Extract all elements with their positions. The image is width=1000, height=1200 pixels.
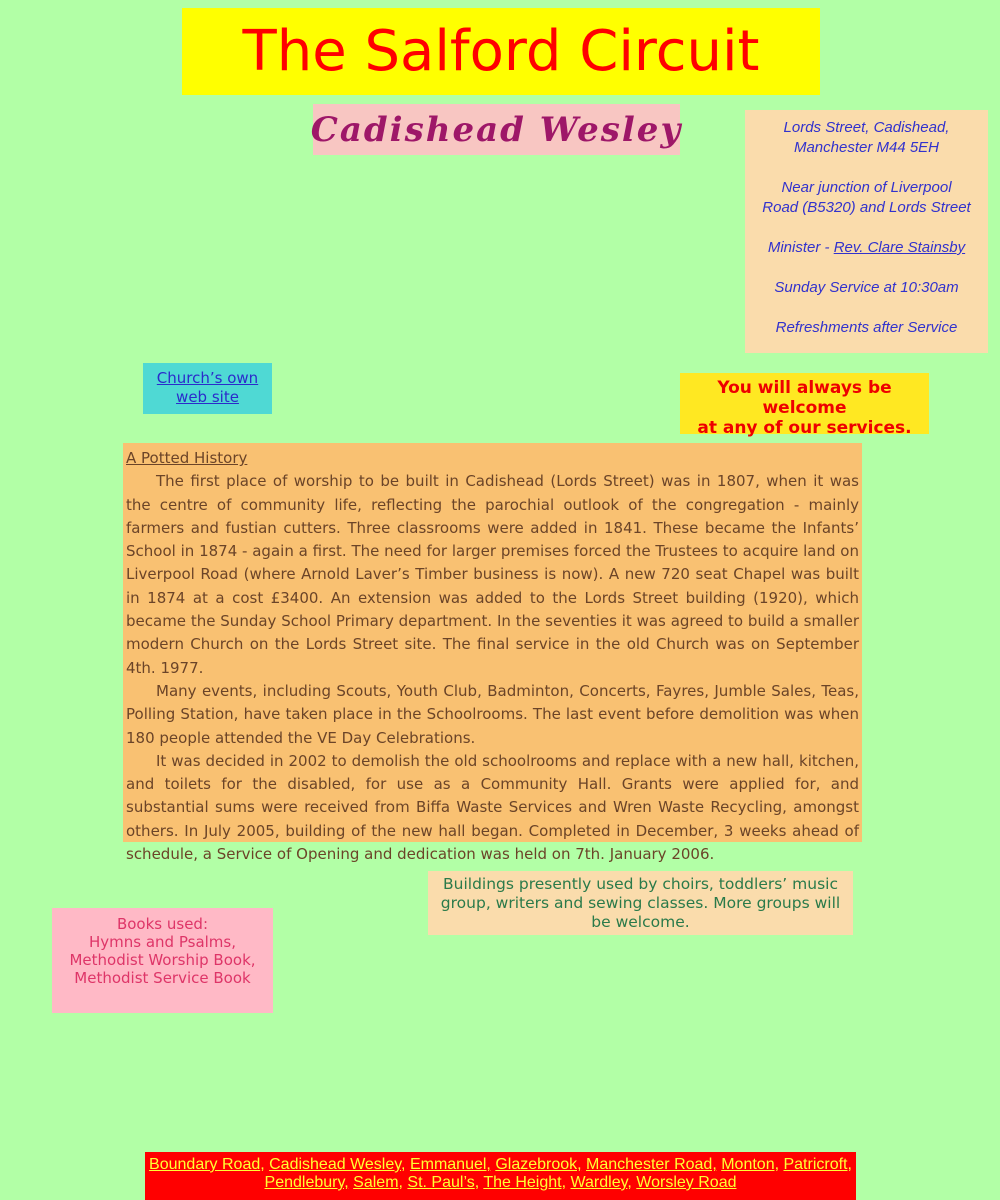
church-info-box [745, 110, 988, 353]
footer-church-link[interactable]: Emmanuel, [409, 1156, 491, 1173]
history-paragraph-2: Many events, including Scouts, Youth Club, Badminton, Concerts, Fayres, Jumble Sales, Teas, Polling Station, have taken place in the Schoolrooms. The last event before demolition was when 180 people attended the VE Day Celebrations. [126, 681, 859, 747]
address-line-1: Lords Street, Cadishead, [783, 119, 950, 136]
history-paragraph-3: It was decided in 2002 to demolish the old schoolrooms and replace with a new hall, kitchen, and toilets for the disabled, for use as a Community Hall. Grants were applied for, and substantial sums were received from Biffa Waste Services and Wren Waste Recycling, amongst others. In July 2005, building of the new hall began. Completed in December, 3 weeks ahead of schedule, a Service of Opening and dedication was held on 7th. January 2006. [126, 751, 859, 864]
title-banner [182, 8, 820, 95]
footer-church-link[interactable]: St. Paul’s [407, 1174, 475, 1191]
history-heading: A Potted History [126, 449, 248, 467]
junction-line-1: Near junction of Liverpool [781, 179, 952, 196]
address [751, 118, 982, 158]
website-link-line-2: web site [176, 388, 239, 406]
footer-church-link[interactable]: Cadishead Wesley [269, 1156, 402, 1173]
address-line-2: Manchester M44 5EH [793, 139, 940, 156]
welcome-box [680, 373, 929, 438]
junction-line-2: Road (B5320) and Lords Street [762, 199, 971, 216]
minister-line [751, 238, 982, 258]
junction-note [751, 178, 982, 218]
church-name: Cadishead Wesley [310, 109, 683, 150]
books-item-2: Methodist Worship Book, [69, 951, 256, 969]
refreshments-note: Refreshments after Service [775, 319, 958, 336]
history-paragraph-1: The first place of worship to be built in Cadishead (Lords Street) was in 1807, when it was the centre of community life, reflecting the parochial outlook of the congregation - mainly farmers and fustian cutters. Three classrooms were added in 1841. These became the Infants’ School in 1874 - again a first. The need for larger premises forced the Trustees to acquire land on Liverpool Road (where Arnold Laver’s Timber business is now). A new 720 seat Chapel was built in 1874 at a cost £3400. An extension was added to the Lords Street building (1920), which became the Sunday School Primary department. In the seventies it was agreed to build a smaller modern Church on the Lords Street site. The final service in the old Church was on September 4th. 1977. [126, 472, 859, 677]
church-banner [310, 104, 683, 155]
circuit-footer [145, 1152, 856, 1200]
footer-church-link[interactable]: Glazebrook, [495, 1156, 582, 1173]
welcome-line-2: at any of our services. [697, 418, 912, 438]
footer-church-link[interactable]: The Height, [483, 1174, 567, 1191]
website-link-box [143, 363, 272, 414]
church-website-link[interactable] [143, 369, 272, 407]
books-item-3: Methodist Service Book [74, 969, 251, 987]
minister-link[interactable]: Rev. Clare Stainsby [833, 239, 966, 256]
footer-church-link[interactable]: Boundary Road [149, 1156, 261, 1173]
welcome-line-1: You will always be welcome [717, 378, 892, 418]
books-heading: Books used: [116, 915, 209, 933]
footer-links: Boundary Road, Cadishead Wesley, Emmanuel, Glazebrook, Manchester Road, Monton, Patricroft, Pendlebury, Salem, St. Paul’s, The Height, Wardley, Worsley Road [149, 1156, 852, 1191]
history-box [123, 443, 862, 864]
footer-church-link[interactable]: Salem [353, 1174, 399, 1191]
website-link-line-1: Church’s own [156, 369, 259, 387]
footer-church-link[interactable]: Manchester Road, [586, 1156, 717, 1173]
page-title: The Salford Circuit [242, 19, 760, 84]
books-box [52, 908, 273, 1013]
service-time: Sunday Service at 10:30am [774, 279, 959, 296]
footer-church-link[interactable]: Patricroft, [783, 1156, 852, 1173]
books-item-1: Hymns and Psalms, [89, 933, 236, 951]
minister-label: Minister - [767, 239, 834, 256]
footer-church-link[interactable]: Monton, [721, 1156, 780, 1173]
buildings-box [428, 871, 853, 935]
footer-church-link[interactable]: Wardley [570, 1174, 628, 1191]
footer-church-link[interactable]: Worsley Road [636, 1174, 737, 1191]
footer-church-link[interactable]: Pendlebury, [264, 1174, 349, 1191]
buildings-text: Buildings presently used by choirs, toddlers’ music group, writers and sewing classes. More groups will be welcome. [440, 875, 841, 931]
